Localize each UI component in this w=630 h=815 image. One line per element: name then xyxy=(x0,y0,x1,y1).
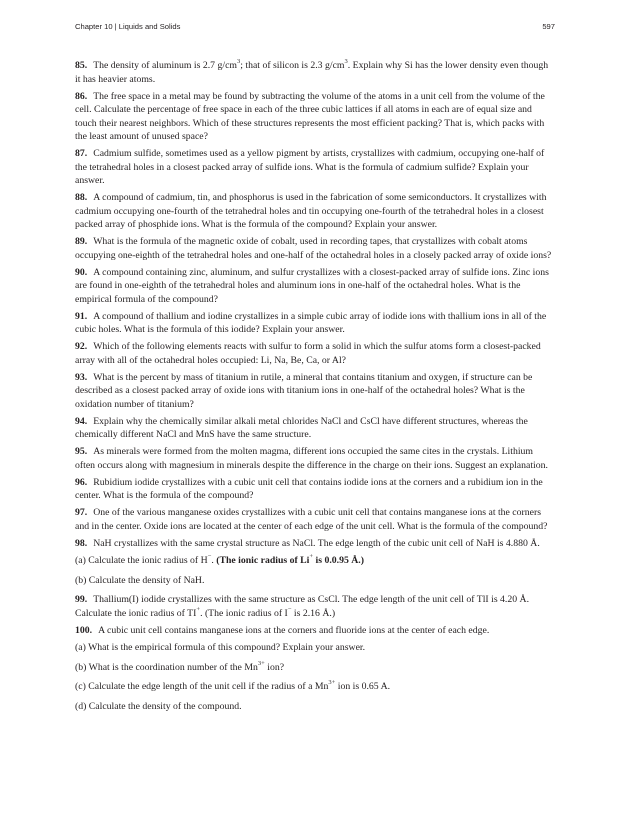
problem-text: Cadmium sulfide, sometimes used as a yellow pigment by artists, crystallizes with cadmium, occupying one-half of the tetrahedral holes in a closest packed array of sulfide ions. What is the formula of cadmium sulfide? Explain your answer. xyxy=(75,148,545,186)
problem-text: What is the percent by mass of titanium in rutile, a mineral that contains titanium and oxygen, if structure can be described as a closest packed array of oxide ions with titanium ions in one-half of the octahedral holes? What is the oxidation number of titanium? xyxy=(75,371,533,410)
page-header xyxy=(75,22,555,31)
problem-number: 94. xyxy=(75,415,88,427)
problem-85: 85. The density of aluminum is 2.7 $g/cm^3$; that of silicon is 2.3 $g/cm^3$. Explain why Si has the lower density even though it has heavier atoms. xyxy=(75,58,549,85)
problem-98-part-a: (a) Calculate the ionic radius of H−. (The ionic radius of Li+ is 0.0.95 Å.) xyxy=(75,553,364,566)
problem-87 xyxy=(75,147,555,188)
problem-text: A compound containing zinc, aluminum, and sulfur crystallizes with a closest-packed array of sulfide ions. Zinc ions are found in one-eighth of the tetrahedral holes and aluminum ions in one-half of the octahedral holes. What is the empirical formula of the compound? xyxy=(75,266,549,305)
problem-number: 97. xyxy=(75,507,88,518)
problem-96 xyxy=(75,476,555,503)
problem-98 xyxy=(75,537,555,551)
problem-94 xyxy=(75,415,555,442)
problem-number: 90. xyxy=(75,266,88,278)
problem-98-part-b: (b) Calculate the density of NaH. xyxy=(75,574,205,586)
chapter-title: Chapter 10 | Liquids and Solids xyxy=(75,22,181,31)
problem-100-part-d: (d) Calculate the density of the compound. xyxy=(75,700,242,712)
problem-100-part-b: (b) What is the coordination number of the $Mn^{3+}$ ion? xyxy=(75,659,285,673)
problem-number: 99. xyxy=(75,594,88,605)
problem-text: Which of the following elements reacts with sulfur to form a solid in which the sulfur atoms form a closest-packed array with all of the octahedral holes occupied: Li, Na, Be, Ca, or Al? xyxy=(75,341,541,366)
problem-number: 93. xyxy=(75,371,88,383)
problem-text: A compound of cadmium, tin, and phosphorus is used in the fabrication of some semiconductors. It crystallizes with cadmium occupying one-fourth of the tetrahedral holes and tin occupying one-fourth of the tetrahedral holes in a closest packed array of phosphide ions. What is the formula of the compound? Explain your answer. xyxy=(75,192,547,230)
problem-99: 99. Thallium(I) iodide crystallizes with the same structure as CsCl. The edge length of the unit cell of TlI is 4.20 Å. Calculate the ionic radius of TI+. (The ionic radius of I− is 2.16 Å.) xyxy=(75,594,530,619)
problem-text: A compound of thallium and iodine crystallizes in a simple cubic array of iodide ions with thallium ions in all of the cubic holes. What is the formula of this iodide? Explain your answer. xyxy=(75,310,547,335)
problem-number: 89. xyxy=(75,236,88,247)
problem-93 xyxy=(75,371,555,412)
problem-number: 85. xyxy=(75,60,88,71)
problem-91 xyxy=(75,310,555,337)
problem-100 xyxy=(75,624,555,638)
problem-text: A cubic unit cell contains manganese ions at the corners and fluoride ions at the center of each edge. xyxy=(98,624,490,636)
problem-number: 91. xyxy=(75,310,88,322)
problem-95 xyxy=(75,445,555,472)
problem-text: Explain why the chemically similar alkali metal chlorides NaCl and CsCl have different structures, whereas the chemically different NaCl and MnS have the same structure. xyxy=(75,415,528,440)
problem-text: What is the formula of the magnetic oxide of cobalt, used in recording tapes, that crystallizes with cobalt atoms occupying one-eighth of the tetrahedral holes and one-half of the octahedral holes in a closely packed array of oxide ions? xyxy=(75,236,552,261)
problem-100-part-a: (a) What is the empirical formula of this compound? Explain your answer. xyxy=(75,642,366,653)
page-number: 597 xyxy=(542,22,555,31)
problem-text: Rubidium iodide crystallizes with a cubic unit cell that contains iodide ions at the corners and a rubidium ion in the center. What is the formula of the compound? xyxy=(75,476,543,501)
problem-92 xyxy=(75,340,555,367)
problem-number: 86. xyxy=(75,90,88,102)
problem-number: 92. xyxy=(75,341,88,352)
problem-number: 95. xyxy=(75,446,88,457)
problem-number: 87. xyxy=(75,148,88,159)
problem-89 xyxy=(75,235,555,262)
problem-100-part-c: (c) Calculate the edge length of the unit cell if the radius of a $Mn^{3+}$ ion is 0.65 A. xyxy=(75,679,391,692)
problem-text: One of the various manganese oxides crystallizes with a cubic unit cell that contains manganese ions at the corners and in the center. Oxide ions are located at the center of each edge of the unit cell. What is the formula of the compound? xyxy=(75,507,548,532)
problem-text: The free space in a metal may be found by subtracting the volume of the atoms in a unit cell from the volume of the cell. Calculate the percentage of free space in each of the three cubic lattices if all atoms in each are of equal size and touch their nearest neighbors. Which of these structures represents the most efficient packing? That is, which packs with the least amount of unused space? xyxy=(75,90,545,142)
problem-text: NaH crystallizes with the same crystal structure as NaCl. The edge length of the cubic unit cell of NaH is 4.880 Å. xyxy=(93,537,540,549)
problem-number: 88. xyxy=(75,192,88,203)
problem-90 xyxy=(75,266,555,307)
problem-text: As minerals were formed from the molten magma, different ions occupied the same cites in the crystals. Lithium often occurs along with magnesium in minerals despite the difference in the charge on their ions. Suggest an explanation. xyxy=(75,446,548,471)
problem-88 xyxy=(75,191,555,232)
problem-97 xyxy=(75,506,555,533)
problem-86 xyxy=(75,90,555,144)
problem-number: 98. xyxy=(75,537,88,549)
problem-number: 100. xyxy=(75,624,93,636)
problem-number: 96. xyxy=(75,476,88,488)
